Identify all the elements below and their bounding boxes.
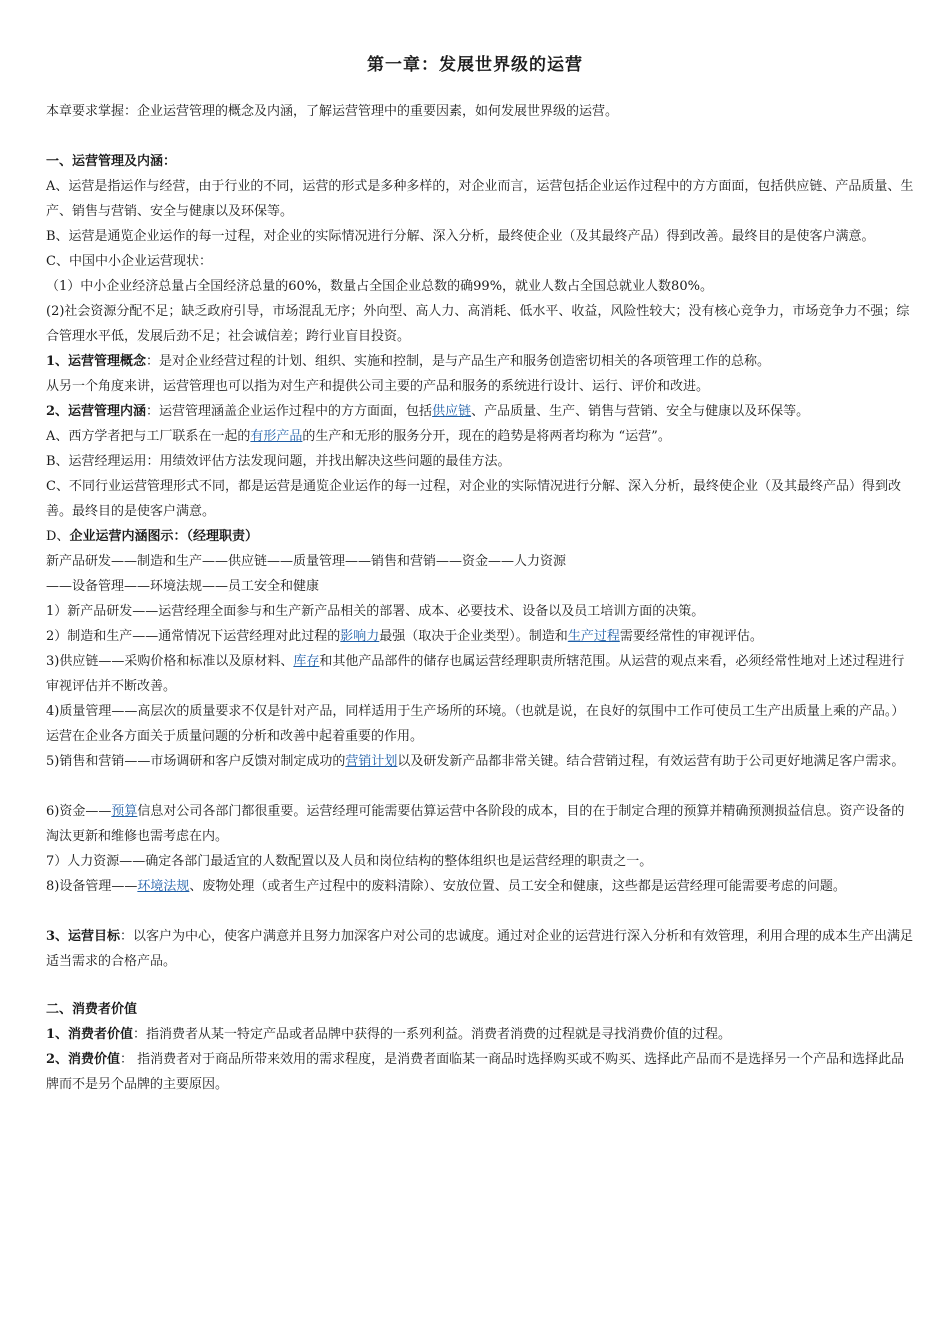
item8-text-2: 、废物处理（或者生产过程中的废料清除）、安放位置、员工安全和健康，这些都是运营经理可能需要考虑的问题。 — [189, 879, 846, 894]
consumption-value-text: ： 指消费者对于商品所带来效用的需求程度，是消费者面临某一商品时选择购买或不购买、选择此产品而不是选择另一个产品和选择此品牌而不是另个品牌的主要原因。 — [46, 1052, 905, 1092]
budget-link[interactable]: 预算 — [111, 804, 138, 819]
list-item-6 — [46, 799, 916, 849]
connotation-a-text-2: 的生产和无形的服务分开，现在的趋势是将两者均称为 “运营”。 — [302, 429, 671, 444]
goal-label: 3、运营目标 — [46, 929, 121, 944]
consumer-value-label: 1、消费者价值 — [46, 1027, 134, 1042]
section-2-heading: 二、消费者价值 — [46, 1002, 138, 1017]
item6-text-1: 6)资金—— — [46, 804, 112, 819]
connotation-a-text-1: A、西方学者把与工厂联系在一起的 — [46, 429, 251, 444]
list-item-5 — [46, 749, 916, 774]
item3-text-2: 和其他产品部件的储存也属运营经理职责所辖范围。从运营的观点来看，必须经常性地对上述过程进行审视评估并不断改善。 — [46, 654, 905, 694]
concept-text: ：是对企业经营过程的计划、组织、实施和控制，是与产品生产和服务创造密切相关的各项管理工作的总称。 — [146, 354, 771, 369]
connotation-paragraph — [46, 399, 916, 424]
environmental-regulation-link[interactable]: 环境法规 — [137, 879, 190, 894]
concept-label: 1、运营管理概念 — [46, 354, 147, 369]
consumption-value-label: 2、消费价值 — [46, 1052, 121, 1067]
inventory-link[interactable]: 库存 — [293, 654, 320, 669]
paragraph-c2: (2)社会资源分配不足；缺乏政府引导，市场混乱无序；外向型、高人力、高消耗、低水平、收益，风险性较大；没有核心竞争力，市场竞争力不强；综合管理水平低，发展后劲不足；社会诚信差；跨行业盲目投资。 — [46, 304, 910, 344]
connotation-label: 2、运营管理内涵 — [46, 404, 147, 419]
marketing-plan-link[interactable]: 营销计划 — [345, 754, 398, 769]
paragraph-b: B、运营是通览企业运作的每一过程，对企业的实际情况进行分解、深入分析，最终使企业（及其最终产品）得到改善。最终目的是使客户满意。 — [46, 229, 875, 244]
flow-line-1: 新产品研发——制造和生产——供应链——质量管理——销售和营销——资金——人力资源 — [46, 554, 567, 569]
list-item-2 — [46, 624, 916, 649]
list-item-7: 7）人力资源——确定各部门最适宜的人数配置以及人员和岗位结构的整体组织也是运营经理的职责之一。 — [46, 854, 653, 869]
consumption-value-paragraph — [46, 1047, 916, 1097]
production-process-link[interactable]: 生产过程 — [567, 629, 620, 644]
item3-text-1: 3)供应链——采购价格和标准以及原材料、 — [46, 654, 294, 669]
concept-paragraph — [46, 349, 916, 374]
concept-paragraph-2: 从另一个角度来讲，运营管理也可以指为对生产和提供公司主要的产品和服务的系统进行设计、运行、评价和改进。 — [46, 379, 710, 394]
item8-text-1: 8)设备管理—— — [46, 879, 138, 894]
supply-chain-link[interactable]: 供应链 — [432, 404, 472, 419]
consumer-value-paragraph — [46, 1022, 916, 1047]
item2-text-2: 最强（取决于企业类型）。制造和 — [379, 629, 568, 644]
connotation-d — [46, 524, 916, 549]
item2-text-1: 2）制造和生产——通常情况下运营经理对此过程的 — [46, 629, 341, 644]
list-item-4: 4)质量管理——高层次的质量要求不仅是针对产品，同样适用于生产场所的环境。（也就是说，在良好的氛围中工作可使员工生产出质量上乘的产品。）运营在企业各方面关于质量问题的分析和改善中起着重要的作用。 — [46, 704, 905, 744]
section-1-heading: 一、运营管理及内涵： — [46, 154, 177, 169]
flow-line-2: ——设备管理——环境法规——员工安全和健康 — [46, 579, 320, 594]
page-title: 第一章：发展世界级的运营 — [367, 55, 583, 75]
intro-paragraph: 本章要求掌握：企业运营管理的概念及内涵，了解运营管理中的重要因素，如何发展世界级的运营。 — [46, 104, 619, 119]
connotation-c: C、不同行业运营管理形式不同，都是运营是通览企业运作的每一过程，对企业的实际情况进行分解、深入分析，最终使企业（及其最终产品）得到改善。最终目的是使客户满意。 — [46, 479, 901, 519]
item5-text-2: 以及研发新产品都非常关键。结合营销过程，有效运营有助于公司更好地满足客户需求。 — [397, 754, 905, 769]
paragraph-c1: （1）中小企业经济总量占全国经济总量的60%，数量占全国企业总数的确99%，就业人数占全国总就业人数80%。 — [46, 279, 713, 294]
paragraph-a: A、运营是指运作与经营，由于行业的不同，运营的形式是多种多样的，对企业而言，运营包括企业运作过程中的方方面面，包括供应链、产品质量、生产、销售与营销、安全与健康以及环保等。 — [46, 179, 914, 219]
item6-text-2: 信息对公司各部门都很重要。运营经理可能需要估算运营中各阶段的成本，目的在于制定合理的预算并精确预测损益信息。资产设备的淘汰更新和维修也需考虑在内。 — [46, 804, 905, 844]
list-item-3 — [46, 649, 916, 699]
goal-paragraph — [46, 924, 916, 974]
item2-text-3: 需要经常性的审视评估。 — [619, 629, 763, 644]
connotation-b: B、运营经理运用：用绩效评估方法发现问题，并找出解决这些问题的最佳方法。 — [46, 454, 511, 469]
list-item-1: 1）新产品研发——运营经理全面参与和生产新产品相关的部署、成本、必要技术、设备以及员工培训方面的决策。 — [46, 604, 705, 619]
item5-text-1: 5)销售和营销——市场调研和客户反馈对制定成功的 — [46, 754, 346, 769]
tangible-product-link[interactable]: 有形产品 — [250, 429, 303, 444]
connotation-d-heading: 企业运营内涵图示：（经理职责） — [69, 529, 258, 544]
influence-link[interactable]: 影响力 — [340, 629, 380, 644]
connotation-text-2: 、产品质量、生产、销售与营销、安全与健康以及环保等。 — [471, 404, 810, 419]
goal-text: ：以客户为中心，使客户满意并且努力加深客户对公司的忠诚度。通过对企业的运营进行深入分析和有效管理，利用合理的成本生产出满足适当需求的合格产品。 — [46, 929, 914, 969]
paragraph-c: C、中国中小企业运营现状： — [46, 254, 212, 269]
connotation-a — [46, 424, 916, 449]
list-item-8 — [46, 874, 916, 899]
connotation-text-1: ：运营管理涵盖企业运作过程中的方方面面，包括 — [146, 404, 433, 419]
consumer-value-text: ：指消费者从某一特定产品或者品牌中获得的一系列利益。消费者消费的过程就是寻找消费价值的过程。 — [133, 1027, 732, 1042]
connotation-d-prefix: D、 — [46, 529, 70, 544]
